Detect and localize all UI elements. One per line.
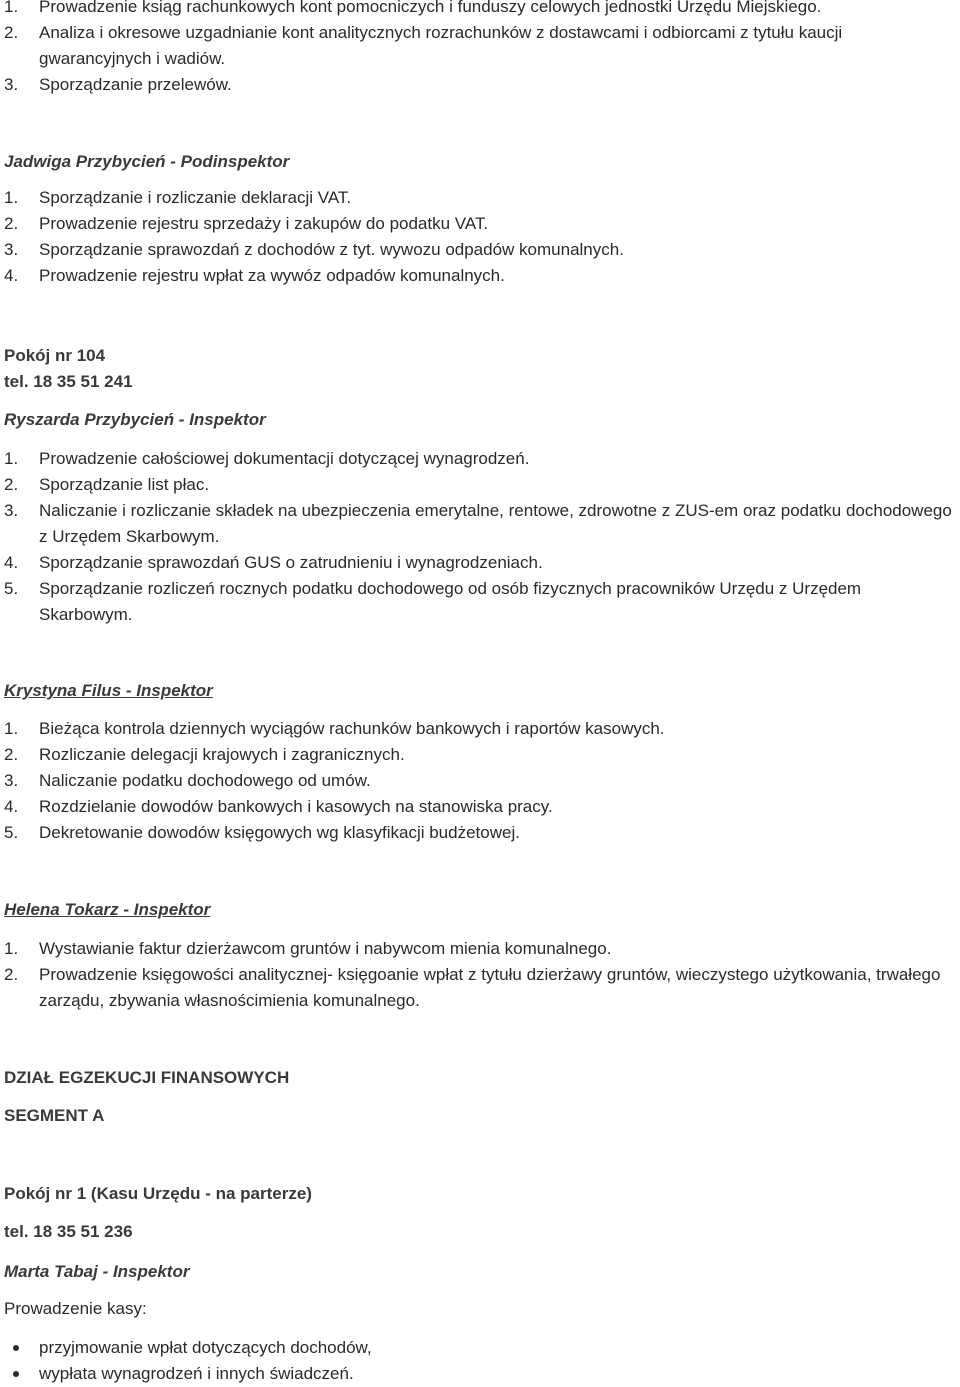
item-number: 4. — [4, 797, 19, 816]
item-number: 5. — [4, 823, 19, 842]
list-item — [4, 936, 958, 962]
item-text: Naliczanie podatku dochodowego od umów. — [39, 771, 371, 790]
item-number: 1. — [4, 719, 19, 738]
item-number: 3. — [4, 771, 19, 790]
item-number: 2. — [4, 745, 19, 764]
item-text: Prowadzenie rejestru sprzedaży i zakupów do podatku VAT. — [39, 214, 489, 233]
cash-intro: Prowadzenie kasy: — [4, 1299, 147, 1318]
list-item — [4, 716, 958, 742]
item-number: 1. — [4, 939, 19, 958]
item-text: Prowadzenie rejestru wpłat za wywóz odpadów komunalnych. — [39, 266, 505, 285]
item-text: Sporządzanie sprawozdań z dochodów z tyt. wywozu odpadów komunalnych. — [39, 240, 624, 259]
person-heading-helena: Helena Tokarz - Inspektor — [4, 900, 211, 919]
room-phone-1: tel. 18 35 51 236 — [4, 1222, 133, 1241]
list-item — [4, 1361, 958, 1387]
item-text: Prowadzenie ksiąg rachunkowych kont pomocniczych i funduszy celowych jednostki Urzędu Miejskiego. — [39, 0, 822, 16]
list-item — [4, 263, 958, 289]
item-number: 4. — [4, 266, 19, 285]
list-item — [4, 446, 958, 472]
item-text: Sporządzanie i rozliczanie deklaracji VAT. — [39, 188, 352, 207]
item-text: Wystawianie faktur dzierżawcom gruntów i nabywcom mienia komunalnego. — [39, 939, 612, 958]
item-text: Sporządzanie list płac. — [39, 475, 210, 494]
item-text: Bieżąca kontrola dziennych wyciągów rachunków bankowych i raportów kasowych. — [39, 719, 665, 738]
item-text: wypłata wynagrodzeń i innych świadczeń. — [39, 1364, 354, 1383]
segment-title: SEGMENT A — [4, 1106, 105, 1125]
list-item — [4, 742, 958, 768]
cash-duty-list — [4, 1335, 958, 1387]
item-number: 3. — [4, 240, 19, 259]
list-item — [4, 820, 958, 846]
item-number: 5. — [4, 579, 19, 598]
top-task-list — [4, 0, 958, 98]
list-item — [4, 794, 958, 820]
item-text: Prowadzenie całościowej dokumentacji dotyczącej wynagrodzeń. — [39, 449, 530, 468]
item-number: 4. — [4, 553, 19, 572]
list-item — [4, 498, 958, 550]
list-item — [4, 185, 958, 211]
list-item — [4, 20, 958, 72]
list-item — [4, 962, 958, 1014]
person-heading-jadwiga: Jadwiga Przybycień - Podinspektor — [4, 152, 290, 171]
person-task-list-jadwiga — [4, 185, 958, 289]
item-text: Rozdzielanie dowodów bankowych i kasowych na stanowiska pracy. — [39, 797, 553, 816]
item-number: 1. — [4, 188, 19, 207]
list-item — [4, 1335, 958, 1361]
person-task-list-ryszarda — [4, 446, 958, 628]
department-title: DZIAŁ EGZEKUCJI FINANSOWYCH — [4, 1068, 290, 1087]
item-text: Prowadzenie księgowości analitycznej- księgoanie wpłat z tytułu dzierżawy gruntów, wieczystego użytkowania, trwałego zarządu, zbywania własnościmienia komunalnego. — [39, 965, 941, 1010]
bullet-icon — [4, 1361, 39, 1387]
item-text: Sporządzanie sprawozdań GUS o zatrudnieniu i wynagrodzeniach. — [39, 553, 543, 572]
item-text: Naliczanie i rozliczanie składek na ubezpieczenia emerytalne, rentowe, zdrowotne z ZUS-em oraz podatku dochodowego z Urzędem Skarbowym. — [39, 501, 952, 546]
item-text: Sporządzanie rozliczeń rocznych podatku dochodowego od osób fizycznych pracowników Urzędu z Urzędem Skarbowym. — [39, 579, 862, 624]
list-item — [4, 550, 958, 576]
person-heading-krystyna: Krystyna Filus - Inspektor — [4, 681, 213, 700]
item-number: 1. — [4, 449, 19, 468]
list-item — [4, 768, 958, 794]
item-number: 2. — [4, 23, 19, 42]
item-number: 3. — [4, 501, 19, 520]
bullet-icon — [4, 1335, 39, 1361]
person-task-list-helena — [4, 936, 958, 1014]
item-number: 2. — [4, 214, 19, 233]
item-text: Sporządzanie przelewów. — [39, 75, 232, 94]
item-number: 3. — [4, 75, 19, 94]
person-heading-marta: Marta Tabaj - Inspektor — [4, 1262, 190, 1281]
item-number: 2. — [4, 475, 19, 494]
room-label-1: Pokój nr 1 (Kasu Urzędu - na parterze) — [4, 1184, 312, 1203]
room-label-104: Pokój nr 104 — [4, 346, 106, 365]
list-item — [4, 72, 958, 98]
person-task-list-krystyna — [4, 716, 958, 846]
item-text: Rozliczanie delegacji krajowych i zagranicznych. — [39, 745, 405, 764]
list-item — [4, 237, 958, 263]
item-number: 1. — [4, 0, 19, 16]
list-item — [4, 211, 958, 237]
room-phone-104: tel. 18 35 51 241 — [4, 372, 133, 391]
item-text: Analiza i okresowe uzgadnianie kont analitycznych rozrachunków z dostawcami i odbiorcami z tytułu kaucji gwarancyjnych i wadiów. — [39, 23, 843, 68]
item-number: 2. — [4, 965, 19, 984]
list-item — [4, 472, 958, 498]
list-item — [4, 576, 958, 628]
item-text: Dekretowanie dowodów księgowych wg klasyfikacji budżetowej. — [39, 823, 520, 842]
item-text: przyjmowanie wpłat dotyczących dochodów, — [39, 1338, 372, 1357]
person-heading-ryszarda: Ryszarda Przybycień - Inspektor — [4, 410, 266, 429]
list-item — [4, 0, 958, 20]
